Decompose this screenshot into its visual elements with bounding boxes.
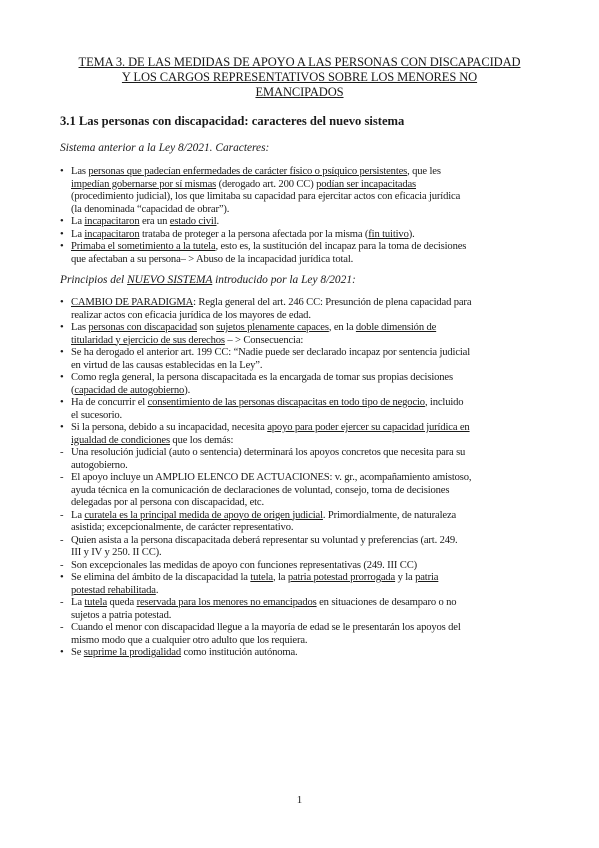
item-line: [71, 535, 550, 548]
dash-marker: -: [60, 509, 64, 521]
text-run: Principios del: [60, 274, 128, 286]
text-run: Sistema anterior a la Ley 8/2021. Caracteres:: [60, 142, 270, 154]
dash-item: [60, 472, 550, 510]
text-run: (la denominada “capacidad de obrar”).: [71, 203, 230, 215]
underlined-text: doble dimensión de: [355, 322, 437, 333]
text-run: El apoyo incluye un AMPLIO ELENCO DE ACTUACIONES: v. gr., acompañamiento amistoso,: [71, 472, 472, 483]
underlined-text: incapacitaron: [84, 216, 140, 227]
dash-marker: -: [60, 472, 64, 483]
underlined-text: estado civil: [169, 216, 217, 227]
underlined-text: impedían gobernarse por sí mismas: [71, 178, 217, 190]
title-line: TEMA 3. DE LAS MEDIDAS DE APOYO A LAS PERSONAS CON DISCAPACIDAD: [78, 55, 521, 69]
text-run: en situaciones de desamparo o no: [316, 597, 457, 608]
item-line: [71, 647, 550, 660]
dash-marker: -: [60, 622, 64, 633]
item-line: [71, 447, 550, 460]
dash-item: [60, 560, 550, 573]
subheading-sistema-anterior: [60, 142, 269, 154]
bullet-item: [60, 241, 550, 266]
bullet-marker: •: [60, 572, 64, 583]
text-run: Cuando el menor con discapacidad llegue a la mayoría de edad se le presentarán los apoyos del: [71, 622, 461, 633]
item-line: [71, 510, 550, 523]
item-line: [71, 297, 550, 310]
bullet-item: [60, 372, 550, 397]
bullet-marker: •: [60, 347, 64, 358]
item-line: [71, 229, 550, 242]
text-run: . Primordialmente, de naturaleza: [322, 509, 457, 521]
underlined-text: potestad rehabilitada: [71, 584, 156, 596]
bullet-item: [60, 347, 550, 372]
text-run: Quien asista a la persona discapacitada deberá representar su voluntad y preferencias (art. 249.: [71, 534, 458, 546]
bullet-item: [60, 422, 550, 447]
document-title: [52, 55, 547, 100]
bullet-marker: •: [60, 647, 64, 658]
title-line: Y LOS CARGOS REPRESENTATIVOS SOBRE LOS MENORES NO: [121, 70, 478, 84]
dash-marker: -: [60, 597, 64, 608]
text-run: delegadas por al persona con discapacidad, etc.: [71, 497, 264, 508]
text-run: son: [196, 322, 217, 333]
item-line: [71, 347, 550, 360]
underlined-text: patria potestad prorrogada: [287, 572, 396, 583]
bullet-marker: •: [60, 372, 64, 383]
bullet-marker: •: [60, 228, 64, 240]
item-line: [71, 322, 550, 335]
text-run: ayuda técnica en la comunicación de declaraciones de voluntad, consejo, toma de decisiones: [71, 484, 450, 496]
item-line: [71, 422, 550, 435]
item-line: [71, 372, 550, 385]
list-sistema-anterior: [60, 166, 550, 266]
item-line: [71, 397, 550, 410]
underlined-text: NUEVO SISTEMA: [127, 274, 213, 286]
bullet-item: [60, 647, 550, 660]
underlined-text: titularidad y ejercicio de sus derechos: [71, 334, 225, 346]
text-run: Son excepcionales las medidas de apoyo con funciones representativas (249. III CC): [71, 559, 418, 571]
text-run: (derogado art. 200 CC): [216, 178, 317, 190]
item-line: [71, 497, 550, 510]
text-run: introducido por la Ley 8/2021:: [212, 274, 356, 286]
underlined-text: personas que padecían enfermedades de carácter físico o psíquico persistentes: [88, 166, 408, 177]
item-line: [71, 385, 550, 398]
underlined-text: sujetos plenamente capaces: [216, 322, 329, 333]
item-line: [71, 241, 550, 254]
text-run: Se: [71, 647, 84, 658]
item-line: [71, 585, 550, 598]
text-run: Se ha derogado el anterior art. 199 CC: “Nadie puede ser declarado incapaz por sentencia judicial: [71, 347, 471, 358]
text-run: ).: [408, 228, 415, 240]
text-run: , incluido: [424, 397, 464, 408]
subheading-nuevo-sistema: [60, 274, 356, 286]
item-line: [71, 522, 550, 535]
text-run: sujetos a patria potestad.: [71, 609, 172, 621]
text-run: La: [71, 216, 85, 227]
underlined-text: incapacitaron: [84, 228, 140, 240]
item-line: [71, 216, 550, 229]
text-run: Ha de concurrir el: [71, 397, 148, 408]
text-run: (procedimiento judicial), los que limitaba su capacidad para ejercitar actos con eficacia jurídica: [71, 191, 461, 202]
bullet-marker: •: [60, 297, 64, 308]
bullet-item: [60, 397, 550, 422]
dash-item: [60, 510, 550, 535]
bullet-item: [60, 572, 550, 597]
text-run: mismo modo que a cualquier otro adulto que los requiera.: [71, 634, 308, 646]
underlined-text: personas con discapacidad: [88, 322, 197, 333]
text-run: asistida; excepcionalmente, de carácter representativo.: [71, 522, 294, 533]
dash-item: [60, 535, 550, 560]
bullet-marker: •: [60, 216, 64, 227]
text-run: Si la persona, debido a su incapacidad, necesita: [71, 422, 268, 433]
item-line: [71, 597, 550, 610]
underlined-text: consentimiento de las personas discapacitas en todo tipo de negocio: [147, 397, 425, 408]
underlined-text: reservada para los menores no emancipados: [136, 597, 317, 608]
bullet-marker: •: [60, 166, 64, 177]
text-run: trataba de proteger a la persona afectada por la misma (: [139, 228, 369, 240]
item-line: [71, 254, 550, 267]
text-run: ).: [184, 384, 191, 396]
text-run: autogobierno.: [71, 459, 128, 471]
item-line: [71, 622, 550, 635]
underlined-text: patria: [415, 572, 439, 583]
underlined-text: capacidad de autogobierno: [74, 384, 185, 396]
title-line: EMANCIPADOS: [255, 85, 344, 99]
text-run: La: [71, 597, 85, 608]
list-nuevo-sistema: [60, 297, 550, 660]
item-line: [71, 572, 550, 585]
text-run: (: [71, 384, 75, 396]
underlined-text: apoyo para poder ejercer su capacidad jurídica en: [267, 422, 470, 433]
item-line: [71, 485, 550, 498]
text-run: queda: [107, 597, 137, 608]
item-line: [71, 191, 550, 204]
item-line: [71, 460, 550, 473]
text-run: y la: [395, 572, 416, 583]
underlined-text: curatela es la principal medida de apoyo de origen judicial: [84, 509, 323, 521]
text-run: La: [71, 509, 85, 521]
underlined-text: tutela: [84, 597, 108, 608]
dash-item: [60, 447, 550, 472]
text-run: III y IV y 250. II CC).: [71, 547, 162, 558]
dash-item: [60, 622, 550, 647]
text-run: que los demás:: [169, 434, 234, 446]
bullet-item: [60, 166, 550, 216]
bullet-item: [60, 229, 550, 242]
item-line: [71, 179, 550, 192]
text-run: , esto es, la sustitución del incapaz para la toma de decisiones: [215, 241, 467, 252]
item-line: [71, 610, 550, 623]
text-run: Como regla general, la persona discapacitada es la encargada de tomar sus propias decisiones: [71, 372, 453, 383]
dash-marker: -: [60, 559, 64, 571]
text-run: .: [155, 584, 159, 596]
bullet-item: [60, 297, 550, 322]
item-line: [71, 472, 550, 485]
bullet-marker: •: [60, 322, 64, 333]
text-run: : Regla general del art. 246 CC: Presunción de plena capacidad para: [193, 297, 472, 308]
section-heading: 3.1 Las personas con discapacidad: caracteres del nuevo sistema: [60, 114, 405, 128]
item-line: [71, 635, 550, 648]
underlined-text: igualdad de condiciones: [71, 434, 170, 446]
text-run: La: [71, 228, 85, 240]
text-run: como institución autónoma.: [180, 647, 298, 658]
text-run: Las: [71, 166, 89, 177]
bullet-item: [60, 322, 550, 347]
underlined-text: CAMBIO DE PARADIGMA: [71, 297, 194, 308]
bullet-marker: •: [60, 422, 64, 433]
text-run: , en la: [328, 322, 356, 333]
text-run: realizar actos con eficacia jurídica de los mayores de edad.: [71, 309, 311, 321]
underlined-text: suprime la prodigalidad: [83, 647, 181, 658]
item-line: [71, 335, 550, 348]
text-run: Las: [71, 322, 89, 333]
bullet-marker: •: [60, 241, 64, 252]
item-line: [71, 204, 550, 217]
dash-item: [60, 597, 550, 622]
item-line: [71, 310, 550, 323]
text-run: , la: [272, 572, 288, 583]
underlined-text: tutela: [250, 572, 273, 583]
underlined-text: podían ser incapacitadas: [316, 178, 417, 190]
text-run: Se elimina del ámbito de la discapacidad la: [71, 572, 251, 583]
item-line: [71, 560, 550, 573]
underlined-text: fin tuitivo: [368, 228, 409, 240]
underlined-text: Primaba el sometimiento a la tutela: [71, 241, 216, 252]
bullet-item: [60, 216, 550, 229]
text-run: – > Consecuencia:: [224, 334, 304, 346]
item-line: [71, 435, 550, 448]
item-line: [71, 166, 550, 179]
item-line: [71, 410, 550, 423]
text-run: el sucesorio.: [71, 409, 123, 421]
page-number: 1: [296, 794, 303, 806]
dash-marker: -: [60, 447, 64, 458]
text-run: Una resolución judicial (auto o sentencia) determinará los apoyos concretos que necesita para su: [71, 447, 466, 458]
text-run: , que les: [407, 166, 441, 177]
item-line: [71, 547, 550, 560]
item-line: [71, 360, 550, 373]
text-run: era un: [139, 216, 170, 227]
text-run: que afectaban a su persona– > Abuso de la incapacidad jurídica total.: [71, 253, 354, 265]
bullet-marker: •: [60, 397, 64, 408]
dash-marker: -: [60, 534, 64, 546]
text-run: .: [216, 216, 220, 227]
text-run: en virtud de las causas establecidas en la Ley”.: [71, 359, 263, 371]
